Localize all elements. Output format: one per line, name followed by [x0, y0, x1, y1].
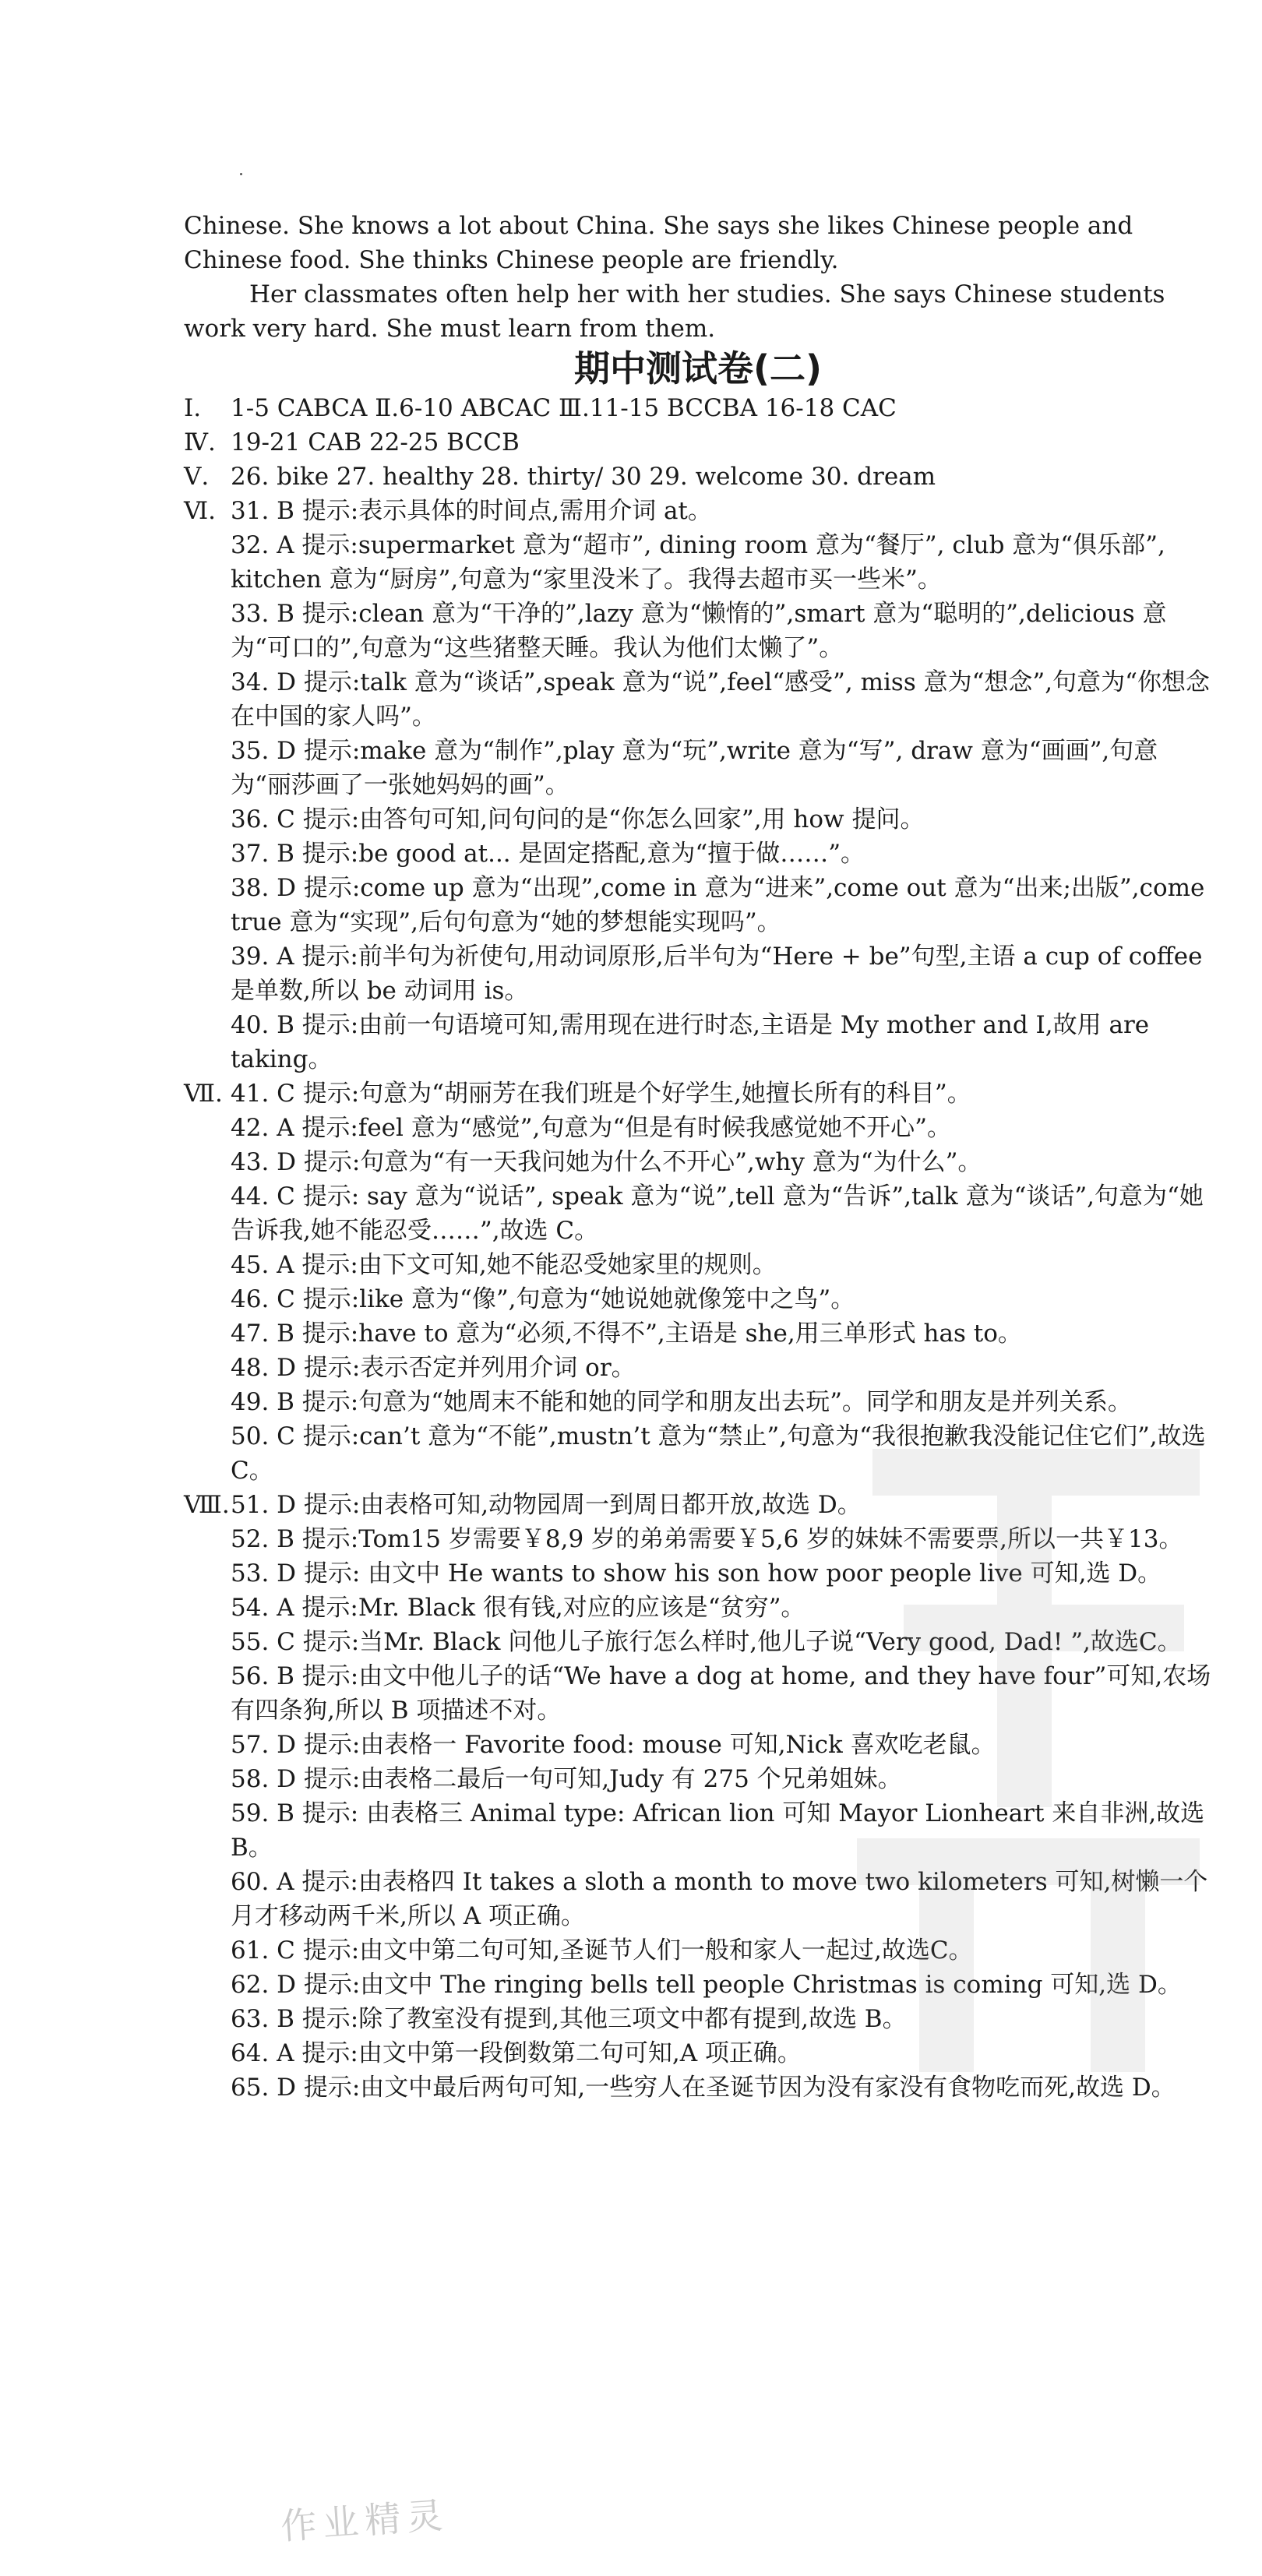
section-numeral — [184, 1591, 231, 1625]
section-numeral — [184, 1351, 231, 1385]
section-numeral — [184, 1008, 231, 1077]
section-numeral — [184, 1728, 231, 1762]
answer-item — [184, 1008, 1212, 1077]
passage-paragraph-2: Her classmates often help her with her studies. She says Chinese students work very hard. She must learn from them. — [184, 280, 1165, 343]
answer-text: 51. D 提示:由表格可知,动物园周一到周日都开放,故选 D。 — [231, 1491, 862, 1519]
answer-text: 41. C 提示:句意为“胡丽芳在我们班是个好学生,她擅长所有的科目”。 — [231, 1080, 971, 1108]
section-numeral: Ⅰ. — [184, 394, 202, 422]
section-numeral — [184, 1179, 231, 1248]
answer-text: 32. A 提示:supermarket 意为“超市”, dining room 意为“餐厅”, club 意为“俱乐部”, kitchen 意为“厨房”,句意为“家里没米了。我得去超市买一些米”。 — [231, 531, 1165, 594]
section-numeral: Ⅳ. — [184, 428, 216, 456]
answer-text: 47. B 提示:have to 意为“必须,不得不”,主语是 she,用三单形式 has to。 — [231, 1320, 1022, 1348]
answer-text: 64. A 提示:由文中第一段倒数第二句可知,A 项正确。 — [231, 2039, 802, 2067]
section-numeral — [184, 597, 231, 665]
background-stamp-graphic — [763, 1402, 1246, 2103]
section-numeral — [184, 1556, 231, 1591]
answer-text: 56. B 提示:由文中他儿子的话“We have a dog at home, and they have four”可知,农场有四条狗,所以 B 项描述不对。 — [231, 1662, 1211, 1725]
answer-item — [184, 939, 1212, 1008]
section-numeral — [184, 1522, 231, 1556]
section-numeral — [184, 1625, 231, 1659]
section-numeral — [184, 1145, 231, 1179]
watermark-logo: 作业精灵 — [279, 2493, 450, 2548]
answer-item — [184, 1111, 1212, 1145]
answer-text: 58. D 提示:由表格二最后一句可知,Judy 有 275 个兄弟姐妹。 — [231, 1765, 902, 1793]
answer-text: 36. C 提示:由答句可知,问句问的是“你怎么回家”,用 how 提问。 — [231, 805, 925, 833]
section-numeral: Ⅶ. — [184, 1080, 223, 1108]
section-numeral: Ⅷ. — [184, 1491, 230, 1519]
answer-item — [184, 1248, 1212, 1282]
section-title: 期中测试卷(二) — [573, 347, 823, 389]
section-numeral — [184, 1968, 231, 2002]
answer-text: 40. B 提示:由前一句语境可知,需用现在进行时态,主语是 My mother and I,故用 are taking。 — [231, 1011, 1150, 1073]
section-numeral — [184, 1933, 231, 1968]
answer-item — [184, 1077, 1212, 1111]
answer-text: 65. D 提示:由文中最后两句可知,一些穷人在圣诞节因为没有家没有食物吃而死,故选 D。 — [231, 2074, 1176, 2102]
section-numeral — [184, 1111, 231, 1145]
answer-item — [184, 460, 1212, 494]
section-numeral — [184, 1659, 231, 1728]
section-numeral — [184, 1865, 231, 1933]
answer-text: 42. A 提示:feel 意为“感觉”,句意为“但是有时候我感觉她不开心”。 — [231, 1114, 952, 1142]
section-numeral — [184, 2002, 231, 2036]
section-numeral: Ⅵ. — [184, 497, 217, 525]
section-numeral — [184, 871, 231, 939]
section-numeral — [184, 1796, 231, 1865]
answer-text: 55. C 提示:当Mr. Black 问他儿子旅行怎么样时,他儿子说“Very good, Dad! ”,故选C。 — [231, 1628, 1182, 1656]
answer-text: 61. C 提示:由文中第二句可知,圣诞节人们一般和家人一起过,故选C。 — [231, 1936, 973, 1965]
answer-text: 46. C 提示:like 意为“像”,句意为“她说她就像笼中之鸟”。 — [231, 1285, 855, 1313]
answer-text: 60. A 提示:由表格四 It takes a sloth a month to move two kilometers 可知,树懒一个月才移动两千米,所以 A 项正确。 — [231, 1868, 1208, 1930]
answer-text: 26. bike 27. healthy 28. thirty/ 30 29. welcome 30. dream — [231, 463, 936, 491]
answer-item — [184, 597, 1212, 665]
section-numeral — [184, 1385, 231, 1419]
answer-text: 43. D 提示:句意为“有一天我问她为什么不开心”,why 意为“为什么”。 — [231, 1148, 982, 1176]
answer-item — [184, 1316, 1212, 1351]
answer-text: 62. D 提示:由文中 The ringing bells tell people Christmas is coming 可知,选 D。 — [231, 1971, 1182, 1999]
section-numeral — [184, 1248, 231, 1282]
section-numeral — [184, 1316, 231, 1351]
answer-text: 19-21 CAB 22-25 BCCB — [231, 428, 520, 456]
section-numeral — [184, 2070, 231, 2105]
section-numeral — [184, 1419, 231, 1488]
answer-text: 48. D 提示:表示否定并列用介词 or。 — [231, 1354, 636, 1382]
answer-item — [184, 1145, 1212, 1179]
answer-text: 33. B 提示:clean 意为“干净的”,lazy 意为“懒惰的”,smart 意为“聪明的”,delicious 意为“可口的”,句意为“这些猪整天睡。我认为他们太懒了”。 — [231, 600, 1167, 662]
answer-text: 37. B 提示:be good at... 是固定搭配,意为“擅于做……”。 — [231, 840, 865, 868]
answer-item — [184, 665, 1212, 734]
section-numeral — [184, 939, 231, 1008]
section-numeral — [184, 2036, 231, 2070]
answer-text: 45. A 提示:由下文可知,她不能忍受她家里的规则。 — [231, 1251, 777, 1279]
answer-item — [184, 391, 1212, 425]
section-numeral — [184, 802, 231, 837]
answer-item — [184, 871, 1212, 939]
answer-item — [184, 425, 1212, 460]
section-numeral — [184, 665, 231, 734]
answer-item — [184, 1351, 1212, 1385]
answer-text: 49. B 提示:句意为“她周末不能和她的同学和朋友出去玩”。同学和朋友是并列关系。 — [231, 1388, 1132, 1416]
section-numeral — [184, 734, 231, 802]
answer-item — [184, 837, 1212, 871]
answer-text: 54. A 提示:Mr. Black 很有钱,对应的应该是“贫穷”。 — [231, 1594, 805, 1622]
answer-text: 39. A 提示:前半句为祈使句,用动词原形,后半句为“Here + be”句型,主语 a cup of coffee 是单数,所以 be 动词用 is。 — [231, 943, 1203, 1005]
section-numeral — [184, 1282, 231, 1316]
section-numeral: Ⅴ. — [184, 463, 210, 491]
answer-text: 31. B 提示:表示具体的时间点,需用介词 at。 — [231, 497, 712, 525]
answer-text: 52. B 提示:Tom15 岁需要￥8,9 岁的弟弟需要￥5,6 岁的妹妹不需要票,所以一共￥13。 — [231, 1525, 1183, 1553]
answer-text: 44. C 提示: say 意为“说话”, speak 意为“说”,tell 意为“告诉”,talk 意为“谈话”,句意为“她告诉我,她不能忍受……”,故选 C。 — [231, 1182, 1204, 1245]
section-numeral — [184, 1762, 231, 1796]
answer-text: 35. D 提示:make 意为“制作”,play 意为“玩”,write 意为“写”, draw 意为“画画”,句意为“丽莎画了一张她妈妈的画”。 — [231, 737, 1158, 799]
answer-text: 53. D 提示: 由文中 He wants to show his son how poor people live 可知,选 D。 — [231, 1559, 1162, 1588]
answer-item — [184, 802, 1212, 837]
answer-item — [184, 494, 1212, 528]
speck — [240, 173, 242, 175]
answer-text: 38. D 提示:come up 意为“出现”,come in 意为“进来”,come out 意为“出来;出版”,come true 意为“实现”,后句句意为“她的梦想能实现吗”。 — [231, 874, 1205, 936]
section-numeral — [184, 528, 231, 597]
answer-item — [184, 734, 1212, 802]
answer-text: 50. C 提示:can’t 意为“不能”,mustn’t 意为“禁止”,句意为“我很抱歉我没能记住它们”,故选 C。 — [231, 1422, 1206, 1485]
answer-text: 57. D 提示:由表格一 Favorite food: mouse 可知,Nick 喜欢吃老鼠。 — [231, 1731, 996, 1759]
answer-text: 59. B 提示: 由表格三 Animal type: African lion 可知 Mayor Lionheart 来自非洲,故选 B。 — [231, 1799, 1205, 1862]
answer-text: 63. B 提示:除了教室没有提到,其他三项文中都有提到,故选 B。 — [231, 2005, 907, 2033]
answer-text: 34. D 提示:talk 意为“谈话”,speak 意为“说”,feel“感受”, miss 意为“想念”,句意为“你想念在中国的家人吗”。 — [231, 668, 1210, 731]
section-numeral — [184, 837, 231, 871]
answer-item — [184, 528, 1212, 597]
answer-item — [184, 1282, 1212, 1316]
answer-item — [184, 1179, 1212, 1248]
passage-paragraph-1: Chinese. She knows a lot about China. She says she likes Chinese people and Chinese food. She thinks Chinese people are friendly. — [184, 212, 1133, 274]
answer-text: 1-5 CABCA Ⅱ.6-10 ABCAC Ⅲ.11-15 BCCBA 16-18 CAC — [231, 394, 897, 422]
